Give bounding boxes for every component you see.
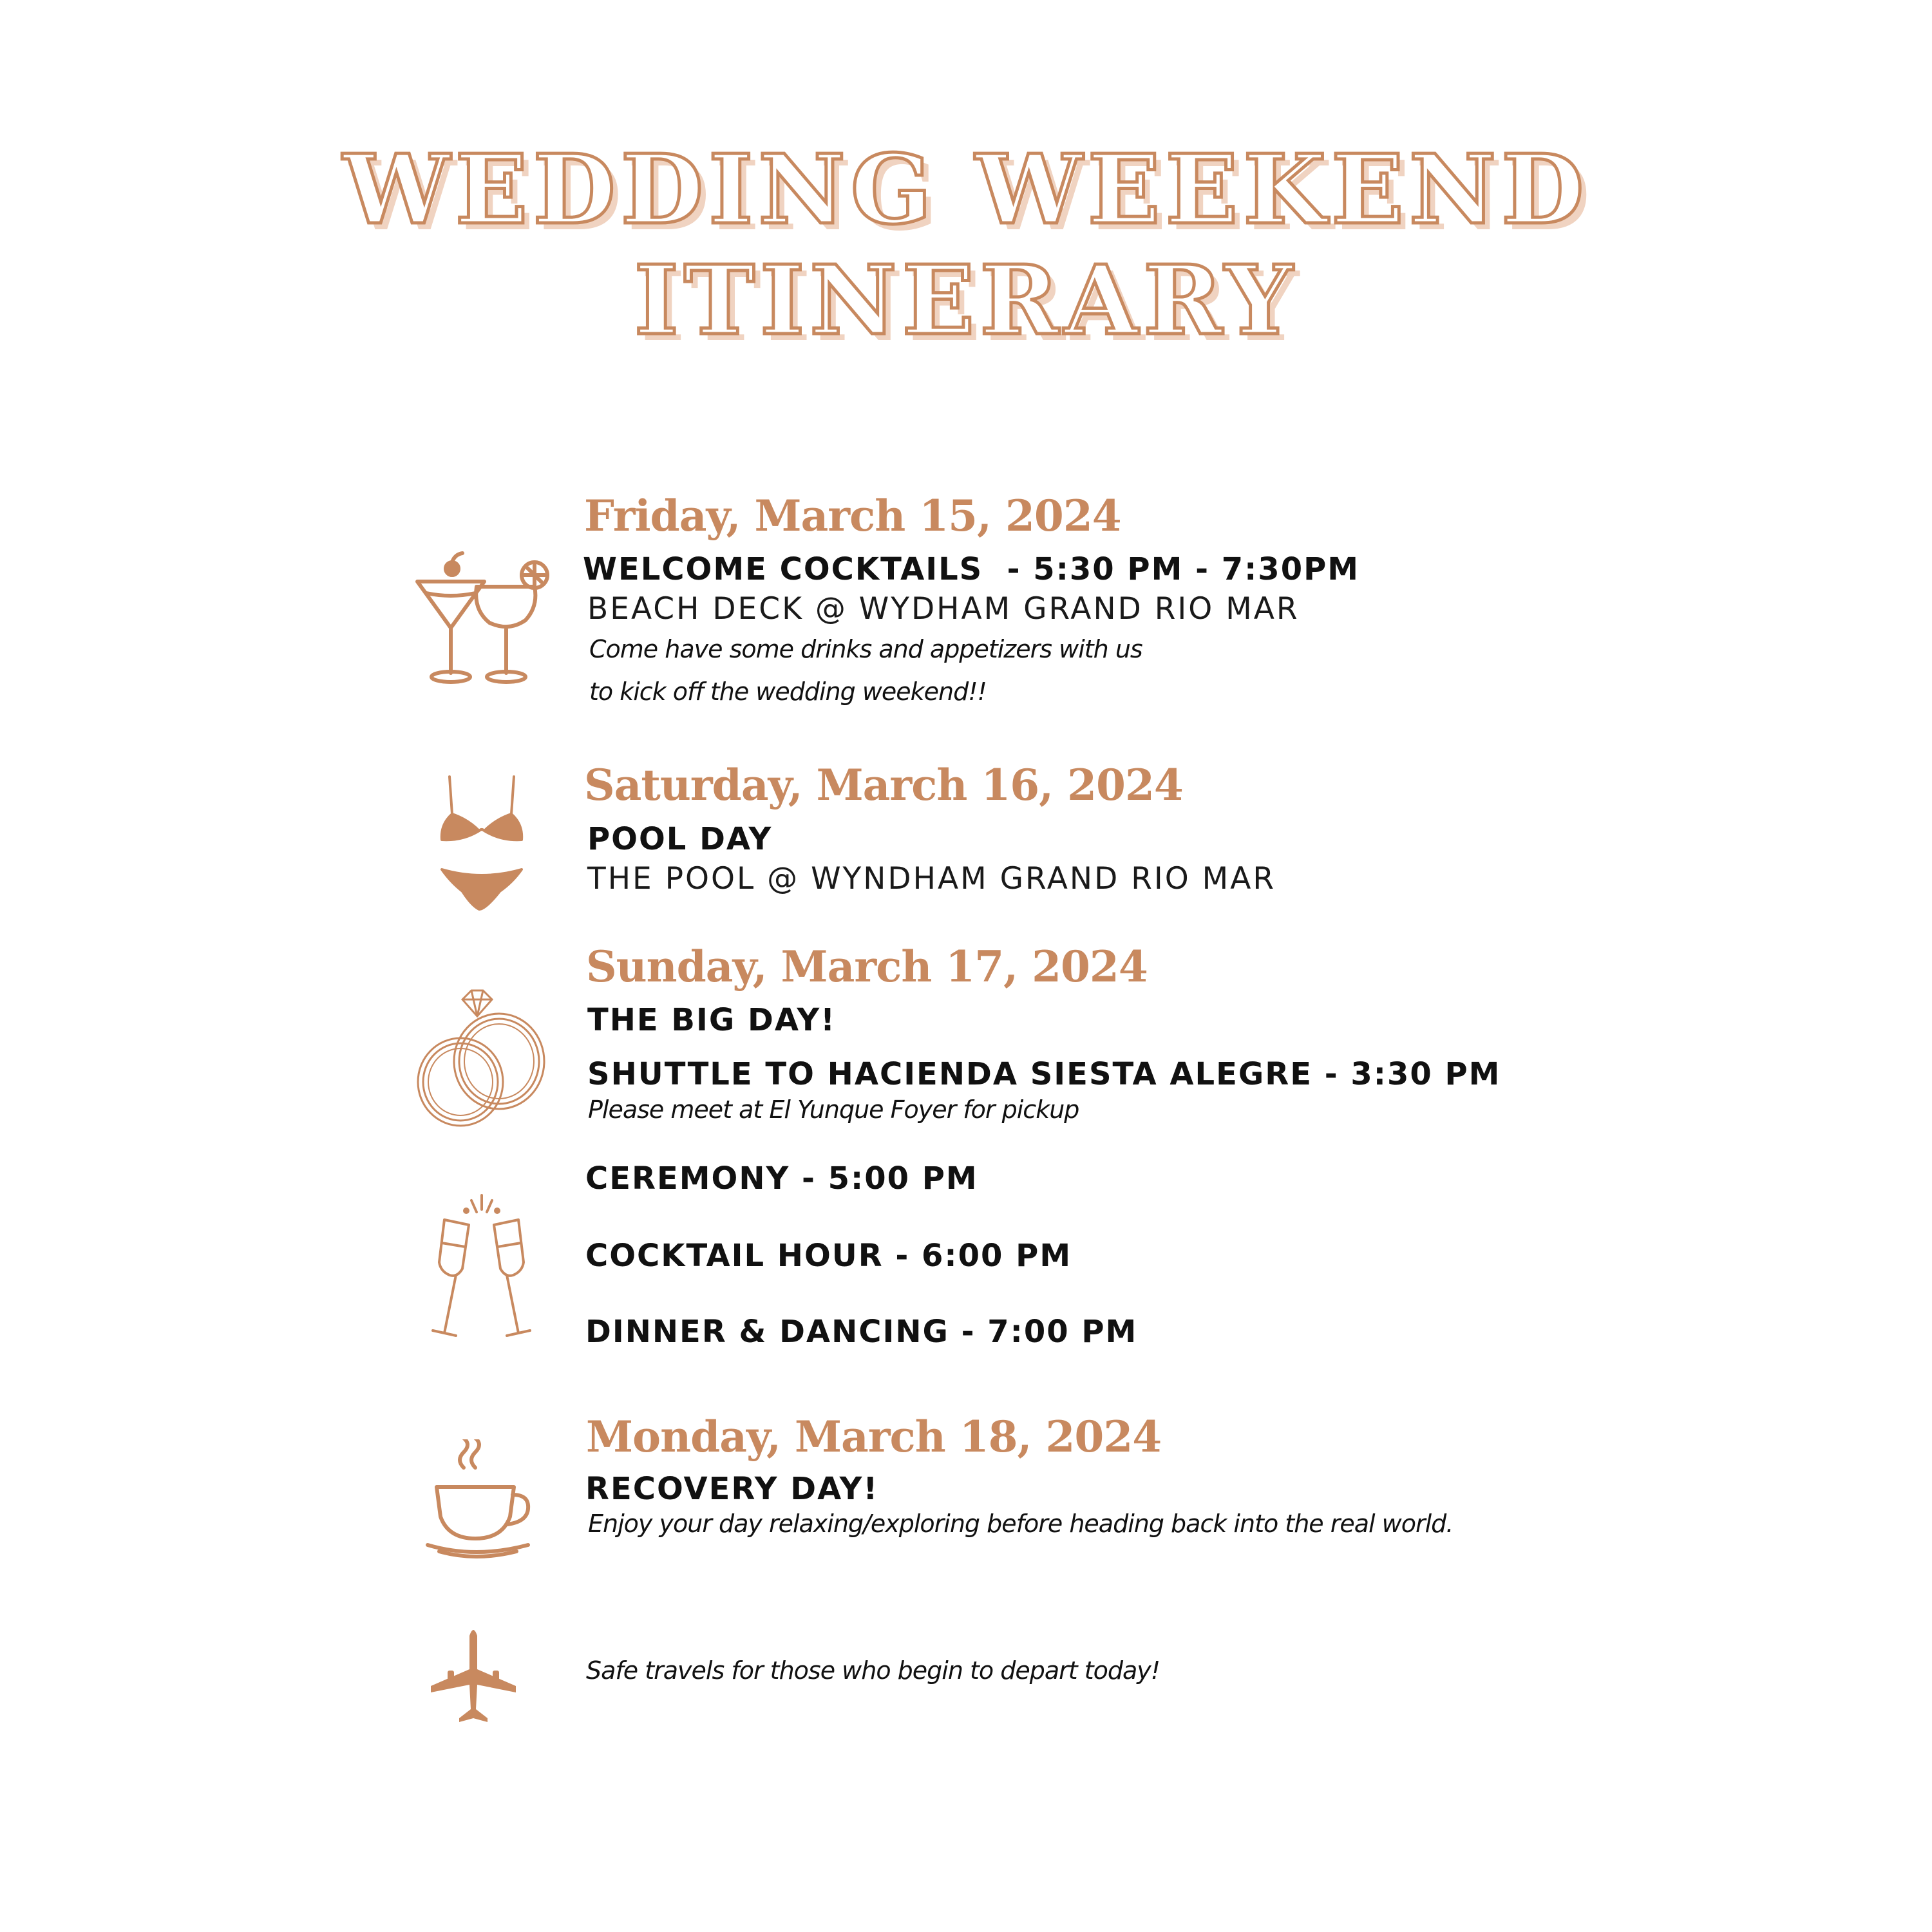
event-recovery-day: RECOVERY DAY! — [585, 1471, 879, 1507]
location-beach-deck: BEACH DECK @ WYDHAM GRAND RIO MAR — [587, 591, 1300, 627]
note-recovery-day: Enjoy your day relaxing/exploring before heading back into the real world. — [588, 1510, 1454, 1538]
event-welcome-cocktails: WELCOME COCKTAILS - 5:30 PM - 7:30PM — [583, 551, 1360, 587]
location-pool: THE POOL @ WYNDHAM GRAND RIO MAR — [587, 861, 1276, 896]
event-dinner-dancing: DINNER & DANCING - 7:00 PM — [585, 1314, 1138, 1350]
airplane-icon — [428, 1623, 518, 1726]
day-date-saturday: Saturday, March 16, 2024 — [584, 760, 1183, 810]
bikini-icon — [437, 773, 527, 921]
champagne-toast-icon — [425, 1191, 538, 1346]
note-safe-travels: Safe travels for those who begin to depart today! — [586, 1656, 1160, 1685]
event-cocktail-hour: COCKTAIL HOUR - 6:00 PM — [585, 1238, 1072, 1274]
day-date-sunday: Sunday, March 17, 2024 — [586, 942, 1148, 992]
cocktail-glasses-icon — [412, 551, 551, 686]
event-the-big-day: THE BIG DAY! — [587, 1002, 837, 1038]
day-date-monday: Monday, March 18, 2024 — [586, 1412, 1162, 1462]
note-shuttle-pickup: Please meet at El Yunque Foyer for pickup — [588, 1095, 1079, 1124]
note-friday-line-2: to kick off the wedding weekend!! — [589, 677, 987, 706]
page-title-line-2: ITINERARY — [634, 244, 1298, 356]
coffee-cup-icon — [425, 1439, 535, 1558]
wedding-rings-icon — [412, 985, 554, 1133]
event-shuttle: SHUTTLE TO HACIENDA SIESTA ALEGRE - 3:30 PM — [587, 1056, 1501, 1092]
page-title-line-1: WEDDING WEEKEND — [343, 133, 1589, 245]
event-pool-day: POOL DAY — [587, 821, 773, 857]
event-ceremony: CEREMONY - 5:00 PM — [585, 1160, 978, 1197]
day-date-friday: Friday, March 15, 2024 — [584, 491, 1121, 541]
note-friday-line-1: Come have some drinks and appetizers with us — [589, 635, 1142, 663]
